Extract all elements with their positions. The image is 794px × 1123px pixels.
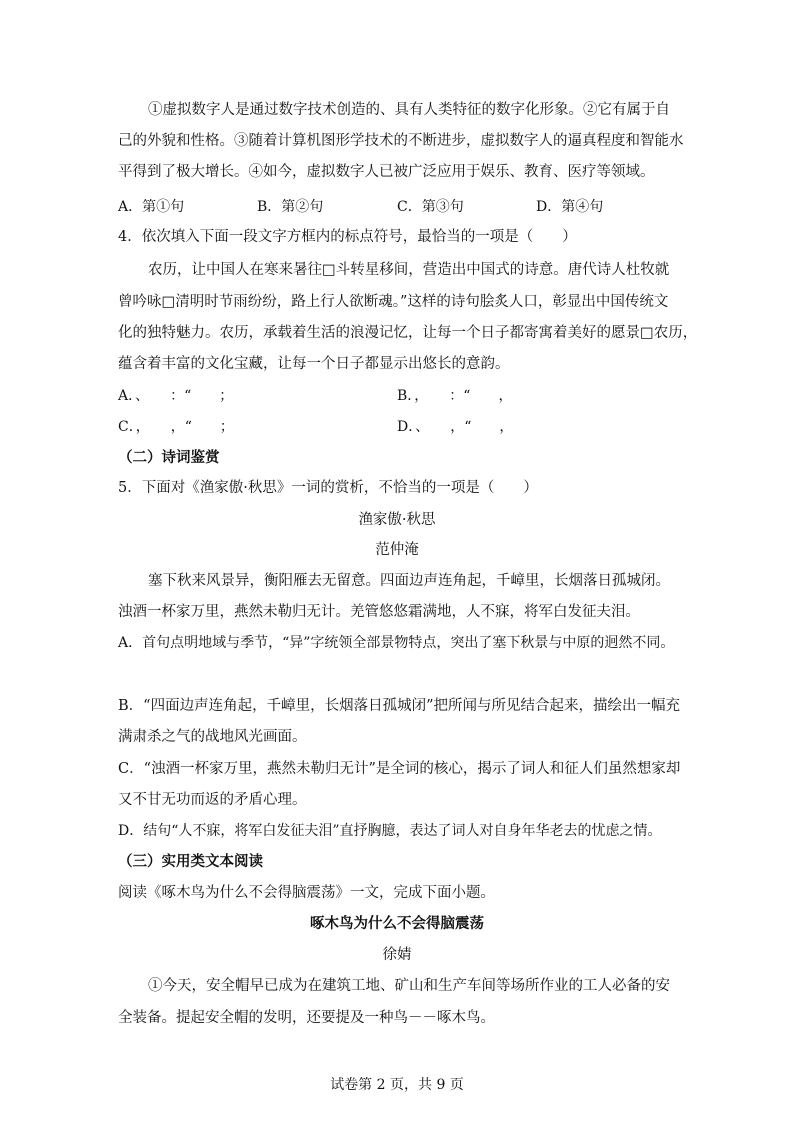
q3-option-a: A．第①句 [118, 199, 185, 215]
q5-option-a: A．首句点明地域与季节，“异”字统领全部景物特点，突出了塞下秋景与中原的迥然不同。 [118, 635, 675, 651]
poem-author: 范仲淹 [375, 542, 419, 558]
q3-option-c: C．第③句 [397, 199, 464, 215]
article-para-line-2: 全装备。提起安全帽的发明，还要提及一种鸟－－啄木鸟。 [118, 1010, 495, 1026]
reading-intro: 阅读《啄木鸟为什么不会得脑震荡》一文，完成下面小题。 [118, 885, 495, 901]
q4-option-b: B．， ：“ ， [397, 388, 513, 404]
q3-option-b: B．第②句 [257, 199, 324, 215]
q4-stem: 4．依次填入下面一段文字方框内的标点符号，最恰当的一项是（ ） [118, 229, 577, 245]
q3-passage-line-1: ①虚拟数字人是通过数字技术创造的、具有人类特征的数字化形象。②它有属于自 [148, 102, 670, 118]
poem-line-2: 浊酒一杯家万里，燕然未勒归无计。羌管悠悠霜满地，人不寐，将军白发征夫泪。 [118, 604, 640, 620]
q3-option-d: D．第④句 [536, 199, 604, 215]
q4-option-a: A．、 ：“ ； [118, 388, 234, 404]
q5-option-b-line-2: 满肃杀之气的战地风光画面。 [118, 729, 307, 745]
q4-passage-line-3: 化的独特魅力。农历，承载着生活的浪漫记忆，让每一个日子都寄寓着美好的愿景□农历， [118, 325, 698, 341]
q4-option-d: D．、 ，“ ， [397, 419, 514, 435]
q3-passage-line-3: 平得到了极大增长。④如今，虚拟数字人已被广泛应用于娱乐、教育、医疗等领域。 [118, 164, 655, 180]
q4-option-c: C．， ，“ ； [118, 419, 234, 435]
poem-line-1: 塞下秋来风景异，衡阳雁去无留意。四面边声连角起，千嶂里，长烟落日孤城闭。 [148, 573, 670, 589]
q4-passage-line-4: 蕴含着丰富的文化宝藏，让每一个日子都显示出悠长的意韵。 [118, 356, 510, 372]
q5-option-d: D．结句“人不寐，将军白发征夫泪”直抒胸臆，表达了词人对自身年华老去的忧虑之情。 [118, 823, 662, 839]
q4-passage-line-2: 曾吟咏□清明时节雨纷纷，路上行人欲断魂。”这样的诗句脍炙人口，彰显出中国传统文 [118, 294, 669, 310]
page-footer: 试卷第 2 页，共 9 页 [330, 1077, 464, 1093]
section-heading-practical: （三）实用类文本阅读 [118, 854, 263, 870]
q5-option-c-line-2: 又不甘无功而返的矛盾心理。 [118, 792, 307, 808]
article-author: 徐婧 [382, 947, 412, 963]
q5-stem: 5．下面对《渔家傲·秋思》一词的赏析，不恰当的一项是（ ） [118, 480, 538, 496]
poem-title: 渔家傲·秋思 [358, 512, 436, 528]
article-para-line-1: ①今天，安全帽早已成为在建筑工地、矿山和生产车间等场所作业的工人必备的安 [148, 978, 670, 994]
q5-option-b-line-1: B．“四面边声连角起，千嶂里，长烟落日孤城闭”把所闻与所见结合起来，描绘出一幅充 [118, 698, 680, 714]
q5-option-c-line-1: C．“浊酒一杯家万里，燕然未勒归无计”是全词的核心，揭示了词人和征人们虽然想家却 [118, 761, 681, 777]
q3-passage-line-2: 己的外貌和性格。③随着计算机图形学技术的不断进步，虚拟数字人的逼真程度和智能水 [118, 133, 684, 149]
section-heading-poetry: （二）诗词鉴赏 [118, 450, 220, 466]
article-title: 啄木鸟为什么不会得脑震荡 [310, 916, 484, 932]
q4-passage-line-1: 农历，让中国人在寒来暑往□斗转星移间，营造出中国式的诗意。唐代诗人杜牧就 [148, 262, 670, 278]
